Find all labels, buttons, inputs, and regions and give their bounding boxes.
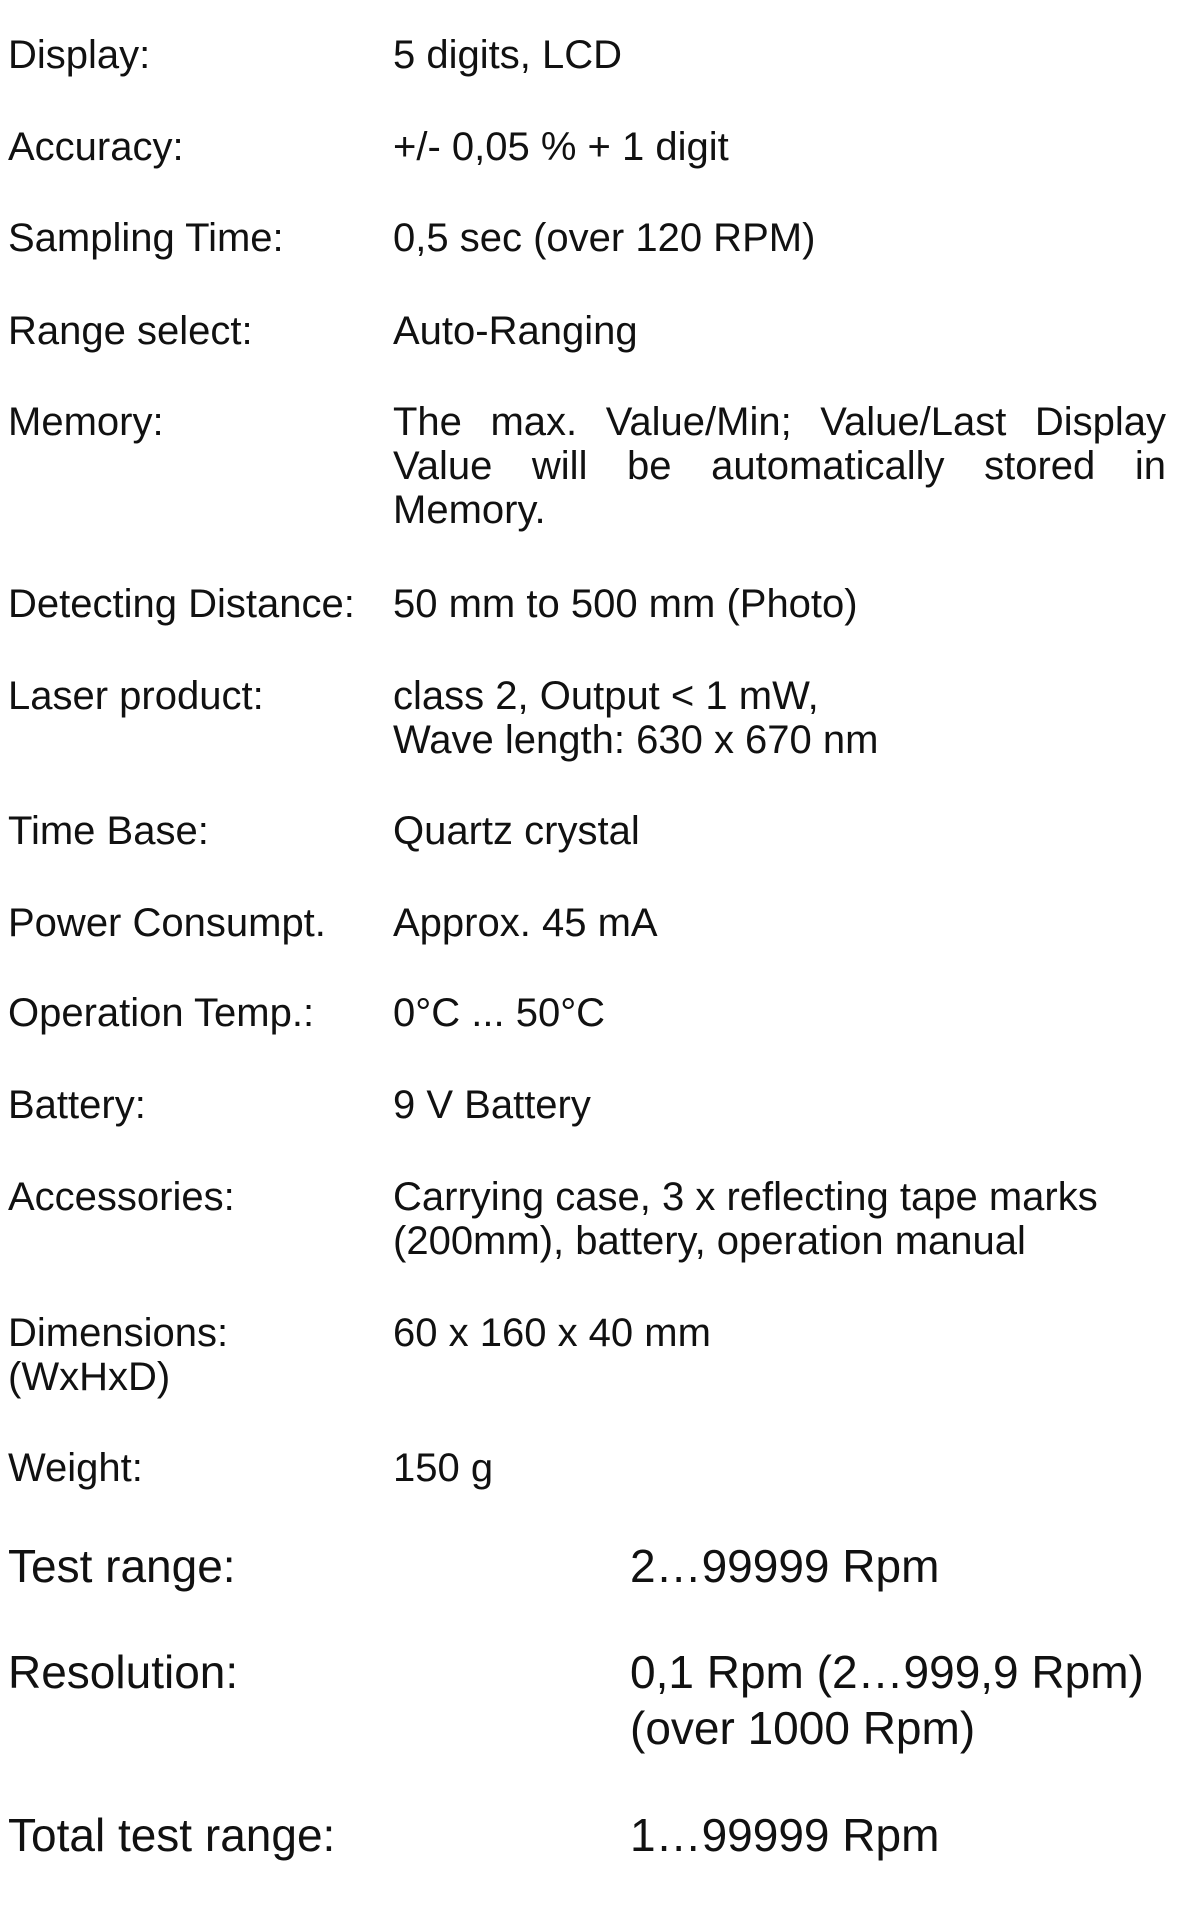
spec-label: Weight: [8,1446,143,1490]
range-label: Resolution: [8,1646,239,1698]
spec-label: Laser product: [8,674,264,718]
spec-value: Quartz crystal [393,809,640,853]
spec-label: Detecting Distance: [8,582,355,626]
spec-value: 9 V Battery [393,1083,591,1127]
spec-label: Accuracy: [8,125,184,169]
spec-value: The max. Value/Min; Value/Last Display Value will be automatically stored in Memory. [393,400,1166,532]
spec-label: Operation Temp.: [8,991,315,1035]
spec-value: 0°C ... 50°C [393,991,606,1035]
spec-value: 0,5 sec (over 120 RPM) [393,216,816,260]
spec-value: Approx. 45 mA [393,901,658,945]
spec-value: 5 digits, LCD [393,33,622,77]
spec-value: class 2, Output < 1 mW, Wave length: 630 x 670 nm [393,674,879,762]
spec-label: Accessories: [8,1175,235,1219]
spec-value: Auto-Ranging [393,309,638,353]
spec-value: 150 g [393,1446,494,1490]
range-label: Test range: [8,1540,236,1592]
spec-label: Power Consumpt. [8,901,326,945]
spec-value: Carrying case, 3 x reflecting tape marks (200mm), battery, operation manual [393,1175,1098,1263]
range-value: 2…99999 Rpm [630,1540,940,1592]
spec-value: +/- 0,05 % + 1 digit [393,125,729,169]
spec-label: Sampling Time: [8,216,284,260]
spec-label: Dimensions: (WxHxD) [8,1311,229,1399]
range-value: 1…99999 Rpm [630,1809,940,1861]
range-value: 0,1 Rpm (2…999,9 Rpm) (over 1000 Rpm) [630,1646,1144,1754]
spec-label: Time Base: [8,809,209,853]
spec-label: Memory: [8,400,164,444]
range-label: Total test range: [8,1809,336,1861]
spec-label: Display: [8,33,151,77]
spec-label: Battery: [8,1083,146,1127]
spec-value: 50 mm to 500 mm (Photo) [393,582,858,626]
spec-label: Range select: [8,309,253,353]
spec-value: 60 x 160 x 40 mm [393,1311,711,1355]
